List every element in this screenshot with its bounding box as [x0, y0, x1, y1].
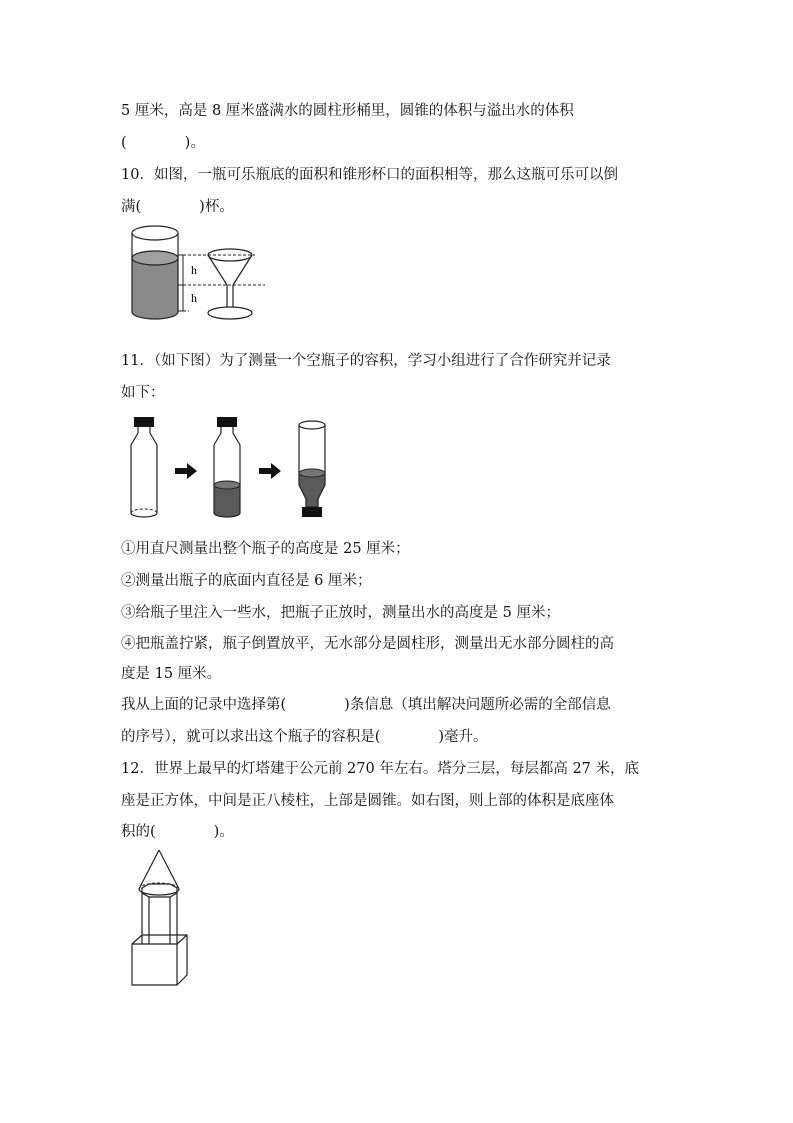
- height-markers: [178, 255, 265, 311]
- arrow-icon: [259, 463, 281, 479]
- h-label-top: h: [191, 263, 197, 277]
- q12-text-line1: 12．世界上最早的灯塔建于公元前 270 年左右。塔分三层，每层都高 27 米，底: [121, 761, 640, 777]
- q11-step-1: ①用直尺测量出整个瓶子的高度是 25 厘米；: [121, 541, 410, 557]
- q10-text-line1: 10．如图，一瓶可乐瓶底的面积和锥形杯口的面积相等，那么这瓶可乐可以倒: [121, 167, 618, 183]
- q11-text-line1: 11．（如下图）为了测量一个空瓶子的容积，学习小组进行了合作研究并记录: [121, 353, 611, 369]
- q12-answer-line: 积的( )。: [121, 824, 234, 840]
- q12-text-line2: 座是正方体，中间是正八棱柱，上部是圆锥。如右图，则上部的体积是底座体: [121, 793, 614, 809]
- q11-text-line2: 如下：: [121, 385, 165, 401]
- cube-base: [132, 935, 187, 985]
- cone-top: [139, 850, 179, 895]
- q12-lighthouse-figure: [128, 847, 193, 989]
- q10-answer-line: 满( )杯。: [121, 199, 234, 215]
- cola-cylinder: [132, 226, 178, 319]
- bottle-empty: [131, 417, 157, 517]
- q10-figure: [125, 222, 265, 324]
- q11-step-2: ②测量出瓶子的底面内直径是 6 厘米；: [121, 573, 372, 589]
- q11-figure: [125, 415, 335, 525]
- bottle-upright-with-water: [214, 417, 240, 517]
- q11-step-3: ③给瓶子里注入一些水，把瓶子正放时，测量出水的高度是 5 厘米；: [121, 605, 560, 621]
- q9-answer-blank: ( )。: [121, 135, 205, 151]
- q11-step-4-line2: 度是 15 厘米。: [121, 666, 222, 682]
- arrow-icon: [175, 463, 197, 479]
- q9-text-line1: 5 厘米，高是 8 厘米盛满水的圆柱形桶里，圆锥的体积与溢出水的体积: [121, 103, 574, 119]
- conical-cup: [208, 249, 252, 319]
- h-label-bottom: h: [191, 291, 197, 305]
- bottle-inverted-with-water: [299, 421, 325, 517]
- q11-answer-line2: 的序号），就可以求出这个瓶子的容积是( )毫升。: [121, 729, 488, 745]
- q11-answer-line1: 我从上面的记录中选择第( )条信息（填出解决问题所必需的全部信息: [121, 697, 611, 713]
- q11-step-4-line1: ④把瓶盖拧紧，瓶子倒置放平，无水部分是圆柱形，测量出无水部分圆柱的高: [121, 636, 614, 652]
